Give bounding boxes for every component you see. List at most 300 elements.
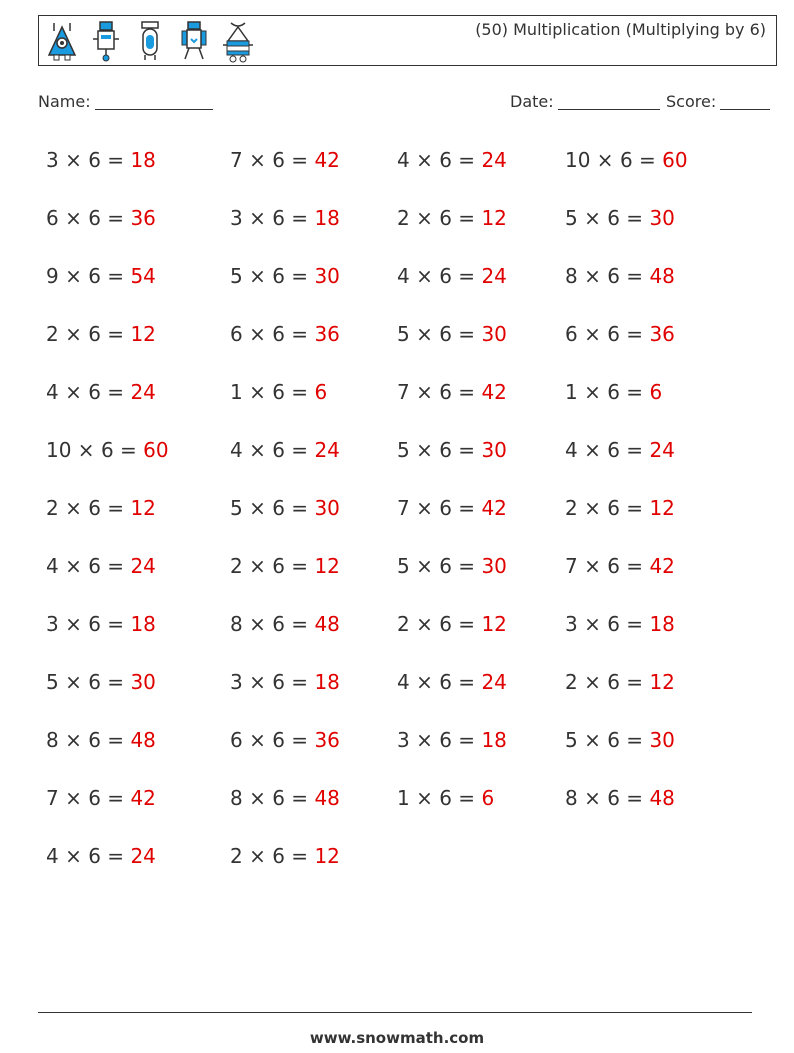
date-label: Date: <box>510 92 554 111</box>
equals-sign: = <box>451 786 482 810</box>
factor-b: 6 <box>88 322 101 346</box>
score-label: Score: <box>666 92 717 111</box>
times-sign: × <box>409 496 440 520</box>
times-sign: × <box>58 322 89 346</box>
factor-b: 6 <box>607 612 620 636</box>
problem-item <box>565 380 662 404</box>
equals-sign: = <box>451 728 482 752</box>
factor-b: 6 <box>272 148 285 172</box>
problem-item <box>230 728 340 752</box>
answer-value: 18 <box>314 206 340 230</box>
times-sign: × <box>577 554 608 578</box>
factor-b: 6 <box>439 786 452 810</box>
answer-value: 30 <box>130 670 156 694</box>
equals-sign: = <box>619 322 650 346</box>
equals-sign: = <box>451 438 482 462</box>
equals-sign: = <box>100 728 131 752</box>
answer-value: 30 <box>481 438 507 462</box>
answer-value: 12 <box>649 496 675 520</box>
factor-b: 6 <box>607 554 620 578</box>
factor-a: 2 <box>397 612 410 636</box>
problem-item <box>397 206 507 230</box>
equals-sign: = <box>100 786 131 810</box>
factor-a: 2 <box>46 496 59 520</box>
problem-item <box>230 322 340 346</box>
answer-value: 24 <box>649 438 675 462</box>
footer-divider <box>38 1012 752 1013</box>
answer-value: 48 <box>649 786 675 810</box>
times-sign: × <box>590 148 620 172</box>
answer-value: 24 <box>481 148 507 172</box>
factor-a: 4 <box>46 380 59 404</box>
times-sign: × <box>71 438 101 462</box>
problem-item <box>46 264 156 288</box>
factor-b: 6 <box>272 438 285 462</box>
factor-b: 6 <box>272 206 285 230</box>
problem-item <box>397 554 507 578</box>
times-sign: × <box>242 612 273 636</box>
factor-b: 6 <box>88 612 101 636</box>
answer-value: 30 <box>314 264 340 288</box>
times-sign: × <box>58 148 89 172</box>
factor-b: 6 <box>439 670 452 694</box>
factor-a: 2 <box>565 496 578 520</box>
factor-b: 6 <box>607 380 620 404</box>
answer-value: 48 <box>314 612 340 636</box>
equals-sign: = <box>284 322 315 346</box>
equals-sign: = <box>100 206 131 230</box>
problem-item <box>230 264 340 288</box>
factor-b: 6 <box>88 496 101 520</box>
problem-item <box>397 728 507 752</box>
factor-a: 10 <box>46 438 72 462</box>
factor-b: 6 <box>88 148 101 172</box>
factor-a: 10 <box>565 148 591 172</box>
answer-value: 12 <box>649 670 675 694</box>
answer-value: 36 <box>314 728 340 752</box>
equals-sign: = <box>284 786 315 810</box>
equals-sign: = <box>619 264 650 288</box>
answer-value: 30 <box>481 322 507 346</box>
answer-value: 18 <box>649 612 675 636</box>
factor-b: 6 <box>272 264 285 288</box>
answer-value: 48 <box>649 264 675 288</box>
factor-a: 3 <box>565 612 578 636</box>
answer-value: 30 <box>314 496 340 520</box>
factor-b: 6 <box>439 554 452 578</box>
equals-sign: = <box>284 728 315 752</box>
problem-item <box>230 496 340 520</box>
factor-b: 6 <box>272 728 285 752</box>
answer-value: 24 <box>481 264 507 288</box>
factor-a: 8 <box>230 786 243 810</box>
problem-item <box>397 438 507 462</box>
factor-a: 3 <box>230 206 243 230</box>
problem-item <box>397 612 507 636</box>
times-sign: × <box>409 786 440 810</box>
equals-sign: = <box>451 554 482 578</box>
factor-b: 6 <box>607 438 620 462</box>
problem-item <box>397 380 507 404</box>
problem-item <box>565 438 675 462</box>
factor-a: 5 <box>565 728 578 752</box>
problem-item <box>565 264 675 288</box>
equals-sign: = <box>100 264 131 288</box>
equals-sign: = <box>284 148 315 172</box>
problem-item <box>565 670 675 694</box>
times-sign: × <box>242 148 273 172</box>
problem-item <box>46 438 169 462</box>
equals-sign: = <box>100 612 131 636</box>
factor-a: 2 <box>46 322 59 346</box>
problem-item <box>230 554 340 578</box>
equals-sign: = <box>451 264 482 288</box>
equals-sign: = <box>619 786 650 810</box>
times-sign: × <box>409 148 440 172</box>
times-sign: × <box>58 264 89 288</box>
answer-value: 24 <box>481 670 507 694</box>
factor-a: 5 <box>397 322 410 346</box>
times-sign: × <box>58 728 89 752</box>
equals-sign: = <box>619 728 650 752</box>
times-sign: × <box>242 670 273 694</box>
equals-sign: = <box>451 612 482 636</box>
answer-value: 18 <box>314 670 340 694</box>
factor-b: 6 <box>100 438 114 462</box>
equals-sign: = <box>284 438 315 462</box>
factor-b: 6 <box>439 322 452 346</box>
factor-a: 1 <box>230 380 243 404</box>
problem-item <box>230 438 340 462</box>
equals-sign: = <box>100 148 131 172</box>
times-sign: × <box>242 496 273 520</box>
answer-value: 6 <box>649 380 663 404</box>
problem-item <box>565 496 675 520</box>
answer-value: 60 <box>662 148 688 172</box>
factor-a: 3 <box>46 148 59 172</box>
times-sign: × <box>409 612 440 636</box>
factor-a: 4 <box>46 844 59 868</box>
times-sign: × <box>577 728 608 752</box>
factor-b: 6 <box>272 554 285 578</box>
equals-sign: = <box>100 670 131 694</box>
factor-b: 6 <box>619 148 633 172</box>
factor-a: 4 <box>230 438 243 462</box>
factor-a: 7 <box>565 554 578 578</box>
factor-a: 4 <box>46 554 59 578</box>
problem-item <box>46 786 156 810</box>
problem-item <box>46 322 156 346</box>
problem-item <box>46 380 156 404</box>
times-sign: × <box>409 728 440 752</box>
factor-a: 5 <box>46 670 59 694</box>
equals-sign: = <box>284 206 315 230</box>
factor-a: 5 <box>230 496 243 520</box>
equals-sign: = <box>619 438 650 462</box>
footer-site: www.snowmath.com <box>309 1029 485 1047</box>
equals-sign: = <box>619 554 650 578</box>
factor-a: 4 <box>565 438 578 462</box>
factor-a: 4 <box>397 148 410 172</box>
factor-a: 5 <box>397 554 410 578</box>
factor-b: 6 <box>88 670 101 694</box>
factor-b: 6 <box>439 728 452 752</box>
times-sign: × <box>242 728 273 752</box>
answer-value: 30 <box>649 728 675 752</box>
equals-sign: = <box>632 148 663 172</box>
factor-a: 6 <box>230 322 243 346</box>
times-sign: × <box>409 380 440 404</box>
answer-value: 42 <box>314 148 340 172</box>
times-sign: × <box>577 670 608 694</box>
equals-sign: = <box>451 496 482 520</box>
factor-b: 6 <box>272 786 285 810</box>
times-sign: × <box>58 206 89 230</box>
factor-b: 6 <box>88 844 101 868</box>
problem-item <box>397 786 494 810</box>
factor-b: 6 <box>607 264 620 288</box>
equals-sign: = <box>100 322 131 346</box>
equals-sign: = <box>284 844 315 868</box>
times-sign: × <box>577 496 608 520</box>
answer-value: 12 <box>130 496 156 520</box>
answer-value: 12 <box>130 322 156 346</box>
equals-sign: = <box>619 612 650 636</box>
problem-item <box>46 148 156 172</box>
problem-item <box>397 322 507 346</box>
factor-b: 6 <box>88 206 101 230</box>
factor-a: 8 <box>565 786 578 810</box>
equals-sign: = <box>619 380 650 404</box>
answer-value: 24 <box>130 844 156 868</box>
problem-item <box>565 728 675 752</box>
equals-sign: = <box>619 670 650 694</box>
equals-sign: = <box>451 322 482 346</box>
answer-value: 42 <box>649 554 675 578</box>
equals-sign: = <box>284 670 315 694</box>
problem-item <box>46 728 156 752</box>
times-sign: × <box>58 496 89 520</box>
worksheet-title: (50) Multiplication (Multiplying by 6) <box>475 20 766 39</box>
answer-value: 42 <box>481 380 507 404</box>
factor-b: 6 <box>88 264 101 288</box>
factor-a: 5 <box>230 264 243 288</box>
answer-value: 42 <box>130 786 156 810</box>
problem-item <box>230 148 340 172</box>
times-sign: × <box>242 786 273 810</box>
problem-item <box>230 844 340 868</box>
answer-value: 60 <box>143 438 169 462</box>
factor-a: 7 <box>46 786 59 810</box>
problem-item <box>46 844 156 868</box>
answer-value: 36 <box>314 322 340 346</box>
answer-value: 6 <box>481 786 495 810</box>
times-sign: × <box>242 380 273 404</box>
factor-a: 6 <box>46 206 59 230</box>
factor-b: 6 <box>88 554 101 578</box>
answer-value: 36 <box>130 206 156 230</box>
times-sign: × <box>409 670 440 694</box>
answer-value: 30 <box>481 554 507 578</box>
problem-item <box>565 554 675 578</box>
factor-a: 2 <box>230 844 243 868</box>
factor-a: 6 <box>230 728 243 752</box>
problem-item <box>46 206 156 230</box>
factor-b: 6 <box>88 786 101 810</box>
answer-value: 24 <box>130 380 156 404</box>
factor-a: 6 <box>565 322 578 346</box>
times-sign: × <box>577 786 608 810</box>
factor-b: 6 <box>607 322 620 346</box>
equals-sign: = <box>284 554 315 578</box>
factor-a: 5 <box>565 206 578 230</box>
factor-b: 6 <box>439 612 452 636</box>
answer-value: 18 <box>481 728 507 752</box>
equals-sign: = <box>100 380 131 404</box>
times-sign: × <box>577 206 608 230</box>
times-sign: × <box>409 438 440 462</box>
equals-sign: = <box>619 206 650 230</box>
factor-a: 8 <box>46 728 59 752</box>
times-sign: × <box>58 670 89 694</box>
factor-b: 6 <box>272 380 285 404</box>
answer-value: 30 <box>649 206 675 230</box>
equals-sign: = <box>100 554 131 578</box>
problem-item <box>397 670 507 694</box>
problem-item <box>565 786 675 810</box>
factor-b: 6 <box>607 206 620 230</box>
times-sign: × <box>242 438 273 462</box>
factor-b: 6 <box>439 438 452 462</box>
equals-sign: = <box>284 496 315 520</box>
answer-value: 48 <box>314 786 340 810</box>
times-sign: × <box>409 206 440 230</box>
factor-a: 3 <box>230 670 243 694</box>
factor-a: 8 <box>565 264 578 288</box>
times-sign: × <box>577 438 608 462</box>
problem-item <box>46 554 156 578</box>
times-sign: × <box>577 612 608 636</box>
times-sign: × <box>58 786 89 810</box>
answer-value: 18 <box>130 148 156 172</box>
problem-item <box>230 206 340 230</box>
problem-item <box>565 148 688 172</box>
factor-a: 1 <box>397 786 410 810</box>
factor-b: 6 <box>607 728 620 752</box>
times-sign: × <box>58 380 89 404</box>
equals-sign: = <box>451 148 482 172</box>
problem-item <box>46 670 156 694</box>
equals-sign: = <box>284 264 315 288</box>
times-sign: × <box>242 554 273 578</box>
equals-sign: = <box>451 380 482 404</box>
factor-a: 5 <box>397 438 410 462</box>
factor-b: 6 <box>439 148 452 172</box>
factor-a: 1 <box>565 380 578 404</box>
factor-b: 6 <box>272 670 285 694</box>
problem-item <box>397 496 507 520</box>
factor-b: 6 <box>607 786 620 810</box>
factor-a: 2 <box>397 206 410 230</box>
factor-a: 8 <box>230 612 243 636</box>
answer-value: 12 <box>481 612 507 636</box>
times-sign: × <box>242 264 273 288</box>
times-sign: × <box>242 206 273 230</box>
factor-b: 6 <box>88 380 101 404</box>
answer-value: 6 <box>314 380 328 404</box>
answer-value: 12 <box>314 844 340 868</box>
problem-item <box>565 612 675 636</box>
factor-b: 6 <box>439 264 452 288</box>
answer-value: 42 <box>481 496 507 520</box>
equals-sign: = <box>451 206 482 230</box>
factor-a: 3 <box>397 728 410 752</box>
problem-item <box>230 380 327 404</box>
factor-b: 6 <box>272 322 285 346</box>
answer-value: 54 <box>130 264 156 288</box>
equals-sign: = <box>284 612 315 636</box>
times-sign: × <box>58 554 89 578</box>
times-sign: × <box>58 844 89 868</box>
times-sign: × <box>58 612 89 636</box>
times-sign: × <box>577 322 608 346</box>
answer-value: 36 <box>649 322 675 346</box>
factor-a: 7 <box>230 148 243 172</box>
factor-b: 6 <box>607 670 620 694</box>
name-label: Name: <box>38 92 91 111</box>
factor-a: 4 <box>397 264 410 288</box>
times-sign: × <box>409 554 440 578</box>
factor-b: 6 <box>439 206 452 230</box>
factor-a: 2 <box>565 670 578 694</box>
factor-b: 6 <box>272 844 285 868</box>
problem-item <box>565 206 675 230</box>
problem-item <box>46 612 156 636</box>
answer-value: 18 <box>130 612 156 636</box>
problem-item <box>230 786 340 810</box>
factor-b: 6 <box>88 728 101 752</box>
equals-sign: = <box>284 380 315 404</box>
answer-value: 24 <box>130 554 156 578</box>
problem-item <box>46 496 156 520</box>
factor-a: 2 <box>230 554 243 578</box>
times-sign: × <box>242 844 273 868</box>
answer-value: 12 <box>481 206 507 230</box>
problem-item <box>565 322 675 346</box>
answer-value: 48 <box>130 728 156 752</box>
times-sign: × <box>577 380 608 404</box>
times-sign: × <box>242 322 273 346</box>
factor-b: 6 <box>272 496 285 520</box>
factor-b: 6 <box>439 496 452 520</box>
factor-a: 4 <box>397 670 410 694</box>
answer-value: 24 <box>314 438 340 462</box>
factor-a: 7 <box>397 496 410 520</box>
equals-sign: = <box>100 496 131 520</box>
problem-item <box>230 670 340 694</box>
factor-a: 3 <box>46 612 59 636</box>
equals-sign: = <box>451 670 482 694</box>
problem-item <box>397 148 507 172</box>
factor-b: 6 <box>439 380 452 404</box>
problem-item <box>230 612 340 636</box>
equals-sign: = <box>113 438 144 462</box>
times-sign: × <box>409 322 440 346</box>
equals-sign: = <box>100 844 131 868</box>
answer-value: 12 <box>314 554 340 578</box>
factor-a: 7 <box>397 380 410 404</box>
times-sign: × <box>409 264 440 288</box>
